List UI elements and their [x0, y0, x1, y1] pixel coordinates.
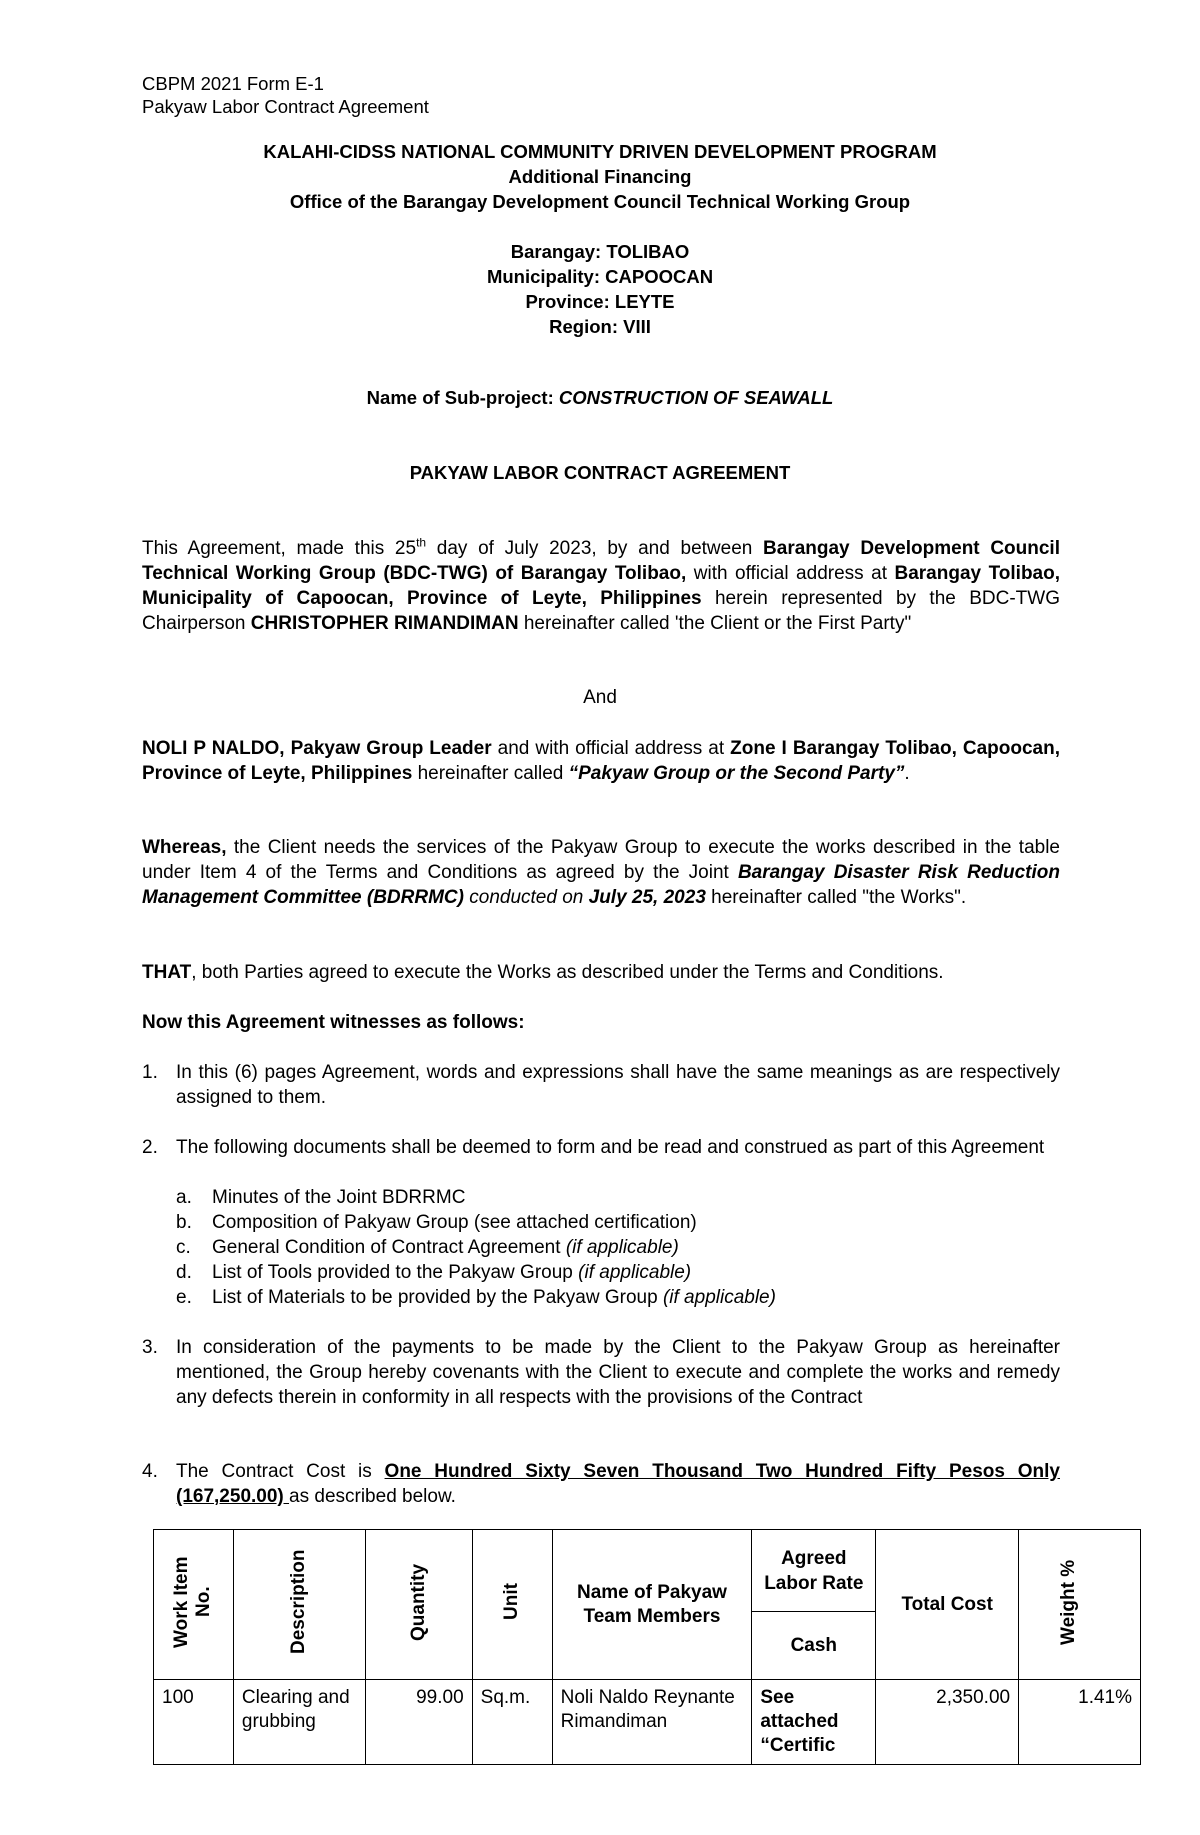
item-number-4: 4.	[142, 1461, 158, 1482]
list-item: d. List of Tools provided to the Pakyaw Group (if applicable)	[176, 1262, 692, 1283]
form-name: Pakyaw Labor Contract Agreement	[142, 96, 429, 117]
item-text-2: The following documents shall be deemed to form and be read and construed as part of this Agreement	[176, 1137, 1045, 1158]
and-word: And	[583, 687, 617, 708]
list-item: a. Minutes of the Joint BDRRMC	[176, 1187, 466, 1208]
header-work-item: Work Item No.	[154, 1530, 234, 1680]
cell-weight: 1.41%	[1019, 1680, 1141, 1765]
cell-unit: Sq.m.	[472, 1680, 552, 1765]
header-quantity: Quantity	[365, 1530, 472, 1680]
subproject-label: Name of Sub-project:	[366, 387, 554, 408]
whereas-paragraph: Whereas, the Client needs the services of the Pakyaw Group to execute the works described in the table under Item 4 of the Terms and Conditions as agreed by the Joint Barangay Disaster Risk Reduction Management Committee (BDRRMC) conducted on July 25, 2023 hereinafter called "the Works".	[142, 837, 1060, 908]
program-title: KALAHI-CIDSS NATIONAL COMMUNITY DRIVEN DEVELOPMENT PROGRAM	[263, 141, 937, 162]
item-number-2: 2.	[142, 1137, 158, 1158]
province-line: Province: LEYTE	[525, 291, 675, 312]
header-unit: Unit	[472, 1530, 552, 1680]
cell-item-no: 100	[154, 1680, 234, 1765]
that-paragraph: THAT, both Parties agreed to execute the Works as described under the Terms and Conditions.	[142, 962, 944, 983]
header-cash: Cash	[752, 1612, 876, 1680]
header-description: Description	[233, 1530, 365, 1680]
header-rate: Agreed Labor Rate	[752, 1530, 876, 1612]
title-block	[0, 139, 1200, 214]
list-item: e. List of Materials to be provided by the Pakyaw Group (if applicable)	[176, 1287, 776, 1308]
item-text-4: The Contract Cost is One Hundred Sixty Seven Thousand Two Hundred Fifty Pesos Only (167,250.00) as described below.	[176, 1461, 1060, 1507]
barangay-line: Barangay: TOLIBAO	[510, 241, 690, 262]
form-id: CBPM 2021 Form E-1	[142, 73, 324, 94]
header-weight: Weight %	[1019, 1530, 1141, 1680]
witnesses-heading: Now this Agreement witnesses as follows:	[142, 1012, 525, 1033]
cell-members: Noli Naldo Reynante Rimandiman	[552, 1680, 752, 1765]
location-block	[0, 239, 1200, 339]
intro-paragraph: This Agreement, made this 25th day of July 2023, by and between Barangay Development Council Technical Working Group (BDC-TWG) of Barangay Tolibao, with official address at Barangay Tolibao, Municipality of Capoocan, Province of Leyte, Philippines herein represented by the BDC-TWG Chairperson CHRISTOPHER RIMANDIMAN hereinafter called 'the Client or the First Party"	[142, 535, 1061, 634]
second-party-paragraph: NOLI P NALDO, Pakyaw Group Leader and with official address at Zone I Barangay Tolibao, Capoocan, Province of Leyte, Philippines hereinafter called “Pakyaw Group or the Second Party”.	[142, 738, 1060, 784]
financing-line: Additional Financing	[508, 166, 692, 187]
document-title: PAKYAW LABOR CONTRACT AGREEMENT	[409, 462, 791, 483]
contract-cost-table	[153, 1529, 1141, 1765]
region-line: Region: VIII	[549, 316, 651, 337]
header-members: Name of Pakyaw Team Members	[552, 1530, 752, 1680]
table-row	[154, 1680, 1141, 1765]
item-number-1: 1.	[142, 1062, 158, 1083]
list-item: b. Composition of Pakyaw Group (see attached certification)	[176, 1212, 697, 1233]
cell-total: 2,350.00	[876, 1680, 1019, 1765]
list-item: c. General Condition of Contract Agreement (if applicable)	[176, 1237, 679, 1258]
item-number-3: 3.	[142, 1337, 158, 1358]
municipality-line: Municipality: CAPOOCAN	[486, 266, 714, 287]
header-total: Total Cost	[876, 1530, 1019, 1680]
office-line: Office of the Barangay Development Council Technical Working Group	[289, 191, 911, 212]
cell-description: Clearing and grubbing	[233, 1680, 365, 1765]
form-header	[142, 72, 429, 118]
cell-quantity: 99.00	[365, 1680, 472, 1765]
cell-rate: See attached “Certific	[752, 1680, 876, 1765]
item-text-3: In consideration of the payments to be made by the Client to the Pakyaw Group as hereinafter mentioned, the Group hereby covenants with the Client to execute and complete the works and remedy any defects therein in conformity in all respects with the provisions of the Contract	[176, 1337, 1060, 1408]
subproject-line	[0, 387, 1200, 409]
subproject-name: CONSTRUCTION OF SEAWALL	[558, 387, 834, 408]
item-text-1: In this (6) pages Agreement, words and expressions shall have the same meanings as are respectively assigned to them.	[176, 1062, 1060, 1108]
